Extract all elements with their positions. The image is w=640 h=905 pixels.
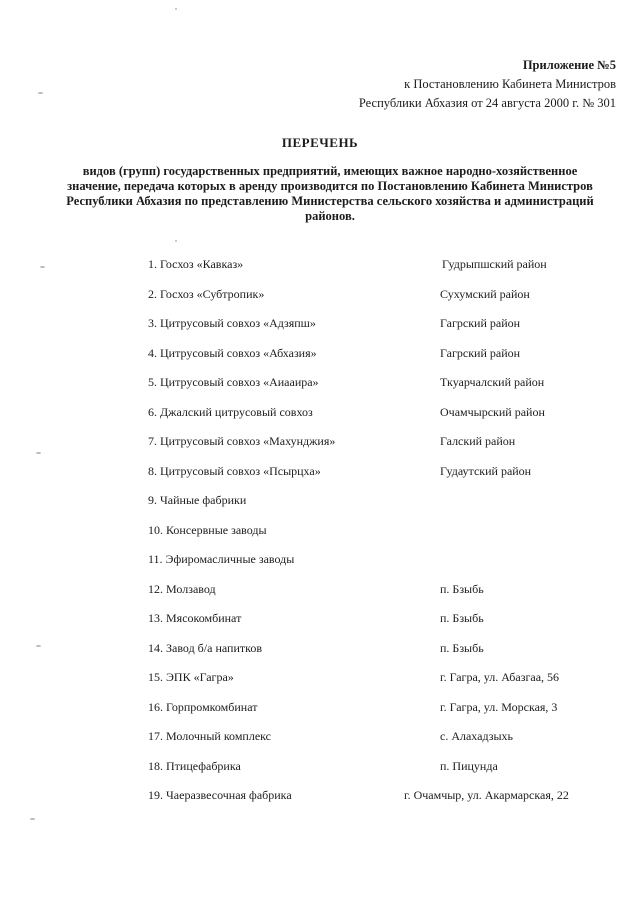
appendix-line-2: Республики Абхазия от 24 августа 2000 г. № 301	[358, 96, 616, 110]
enterprise-name: 15. ЭПК «Гагра»	[148, 670, 234, 684]
enterprise-name: 12. Молзавод	[148, 581, 216, 596]
enterprise-location: г. Очамчыр, ул. Акармарская, 22	[404, 788, 569, 802]
appendix-line-1: к Постановлению Кабинета Министров	[404, 77, 616, 91]
enterprise-location: п. Бзыбь	[440, 581, 484, 596]
list-item	[0, 464, 640, 494]
enterprise-location: с. Алахадзыхь	[440, 729, 514, 743]
list-item	[0, 316, 640, 346]
list-item	[0, 346, 640, 376]
list-item	[0, 552, 640, 582]
enterprise-location: Гагрский район	[440, 316, 521, 330]
enterprise-location: г. Гагра, ул. Абазгаа, 56	[440, 670, 560, 684]
list-item	[0, 641, 640, 671]
list-item	[0, 287, 640, 317]
list-item	[0, 375, 640, 405]
enterprise-location: г. Гагра, ул. Морская, 3	[440, 699, 558, 714]
enterprise-location: п. Бзыбь	[440, 640, 484, 655]
enterprise-name: 5. Цитрусовый совхоз «Аиааира»	[148, 375, 319, 389]
enterprise-name: 3. Цитрусовый совхоз «Адзяпш»	[148, 316, 316, 330]
enterprise-name: 10. Консервные заводы	[148, 522, 267, 537]
enterprise-name: 7. Цитрусовый совхоз «Махунджия»	[148, 434, 336, 448]
list-item	[0, 611, 640, 641]
enterprise-name: 14. Завод б/а напитков	[148, 640, 263, 655]
scan-speck	[36, 645, 41, 647]
enterprise-location: Гудрыпшский район	[442, 257, 547, 271]
enterprise-location: Галский район	[440, 434, 516, 448]
enterprise-location: Сухумский район	[440, 286, 530, 301]
appendix-header	[359, 56, 616, 113]
scan-speck	[38, 92, 43, 94]
enterprise-name: 19. Чаеразвесочная фабрика	[148, 788, 292, 802]
enterprise-location: Гудаутский район	[440, 463, 532, 478]
enterprise-name: 16. Горпромкомбинат	[148, 699, 258, 714]
enterprise-location: Очамчырский район	[440, 404, 545, 419]
enterprise-location: Гагрский район	[440, 345, 521, 360]
document-title: ПЕРЕЧЕНЬ	[281, 135, 359, 150]
enterprise-name: 6. Джалский цитрусовый совхоз	[148, 404, 313, 419]
list-item	[0, 670, 640, 700]
enterprise-name: 18. Птицефабрика	[148, 758, 241, 773]
enterprise-name: 9. Чайные фабрики	[148, 493, 247, 507]
enterprise-location: Ткуарчалский район	[440, 375, 545, 389]
scan-speck	[175, 240, 177, 242]
list-item	[0, 523, 640, 553]
enterprise-location: п. Пицунда	[440, 758, 498, 773]
list-item	[0, 788, 640, 818]
enterprise-location: п. Бзыбь	[440, 611, 484, 625]
list-item	[0, 759, 640, 789]
enterprise-list	[0, 257, 640, 818]
list-item	[0, 729, 640, 759]
appendix-title: Приложение №5	[522, 58, 616, 72]
scan-speck	[40, 266, 45, 268]
list-item	[0, 405, 640, 435]
document-intro: видов (групп) государственных предприятий, имеющих важное народно-хозяйственное значение, передача которых в аренду производится по Постановлению Кабинета Министров Республики Абхазия по представлению Министерства сельского хозяйства и администраций районов.	[66, 164, 594, 223]
enterprise-name: 17. Молочный комплекс	[148, 729, 272, 743]
scan-speck	[36, 452, 41, 454]
scan-speck	[175, 8, 177, 10]
enterprise-name: 1. Госхоз «Кавказ»	[148, 257, 244, 271]
list-item	[0, 582, 640, 612]
scan-speck	[30, 818, 35, 820]
enterprise-name: 2. Госхоз «Субтропик»	[148, 286, 265, 301]
list-item	[0, 434, 640, 464]
list-item	[0, 700, 640, 730]
list-item	[0, 257, 640, 287]
enterprise-name: 8. Цитрусовый совхоз «Псырцха»	[148, 463, 321, 478]
enterprise-name: 11. Эфиромасличные заводы	[148, 552, 295, 566]
enterprise-name: 4. Цитрусовый совхоз «Абхазия»	[148, 345, 317, 360]
enterprise-name: 13. Мясокомбинат	[148, 611, 242, 625]
list-item	[0, 493, 640, 523]
